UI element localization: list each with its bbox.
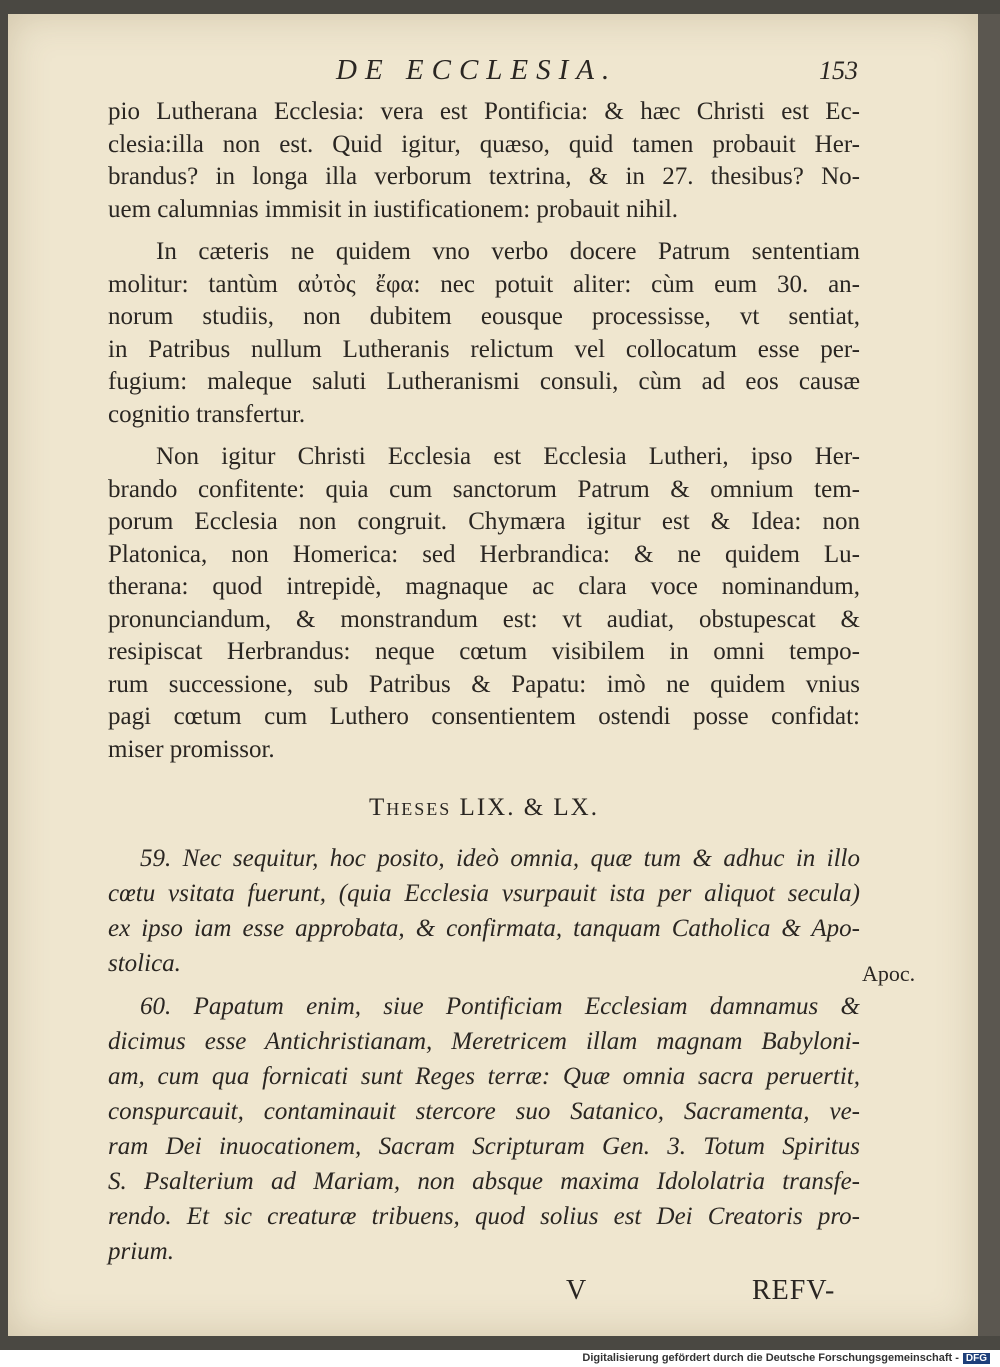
paragraph-2	[108, 236, 860, 431]
text-line: 60. Papatum enim, siue Pontificiam Ecclesiam damnamus &	[140, 992, 860, 1020]
paragraph-3	[108, 441, 860, 766]
text-line: In cæteris ne quidem vno verbo docere Patrum sententiam	[156, 238, 860, 265]
text-line: molitur: tantùm αὐτὸς ἔφα: nec potuit aliter: cùm eum 30. an-	[108, 270, 860, 298]
section-heading: Theses LIX. & LX.	[369, 794, 599, 821]
text-line: S. Psalterium ad Mariam, non absque maxima Idololatria transfe-	[108, 1167, 860, 1195]
text-line: dicimus esse Antichristianam, Meretricem illam magnam Babyloni-	[108, 1027, 860, 1055]
text-line: clesia:illa non est. Quid igitur, quæso, quid tamen probauit Her-	[108, 130, 860, 158]
page-number: 153	[819, 56, 858, 85]
text-line: cœtu vsitata fuerunt, (quia Ecclesia vsurpauit ista per aliquot secula)	[108, 879, 860, 907]
margin-note: Apoc.	[862, 961, 916, 986]
page-edge	[978, 14, 1000, 1336]
text-line: brandus? in longa illa verborum textrina, & in 27. thesibus? No-	[108, 163, 860, 190]
text-line: miser promissor.	[108, 735, 275, 763]
text-line: rendo. Et sic creaturæ tribuens, quod solius est Dei Creatoris pro-	[108, 1202, 860, 1230]
footer-credit-text: Digitalisierung gefördert durch die Deutsche Forschungsgemeinschaft -	[582, 1352, 959, 1364]
signature-mark: V	[566, 1275, 587, 1306]
dfg-logo-icon: DFG	[963, 1353, 990, 1364]
text-line: porum Ecclesia non congruit. Chymæra igitur est & Idea: non	[108, 508, 860, 535]
text-line: Non igitur Christi Ecclesia est Ecclesia Lutheri, ipso Her-	[156, 443, 860, 470]
text-line: Platonica, non Homerica: sed Herbrandica: & ne quidem Lu-	[108, 540, 860, 568]
thesis-60	[108, 989, 860, 1269]
text-line: fugium: maleque saluti Lutheranismi consuli, cùm ad eos causæ	[108, 368, 860, 395]
text-line: resipiscat Herbrandus: neque cœtum visibilem in omni tempo-	[108, 638, 860, 665]
text-line: conspurcauit, contaminauit stercore suo Satanico, Sacramenta, ve-	[108, 1097, 860, 1125]
text-line: therana: quod intrepidè, magnaque ac clara voce nominandum,	[108, 573, 860, 600]
catchword: REFV-	[752, 1275, 836, 1306]
text-line: brando confitente: quia cum sanctorum Patrum & omnium tem-	[108, 475, 860, 503]
page-body	[108, 96, 860, 1277]
text-line: stolica.	[108, 949, 181, 977]
text-line: norum studiis, non dubitem eousque processisse, vt sentiat,	[108, 303, 860, 330]
text-line: ram Dei inuocationem, Sacram Scripturam Gen. 3. Totum Spiritus	[108, 1132, 860, 1160]
text-line: cognitio transfertur.	[108, 400, 306, 428]
paragraph-1	[108, 96, 860, 226]
text-line: in Patribus nullum Lutheranis relictum vel collocatum esse per-	[108, 335, 860, 363]
footer-credit	[582, 1352, 990, 1364]
thesis-59	[108, 841, 860, 981]
text-line: uem calumnias immisit in iustificationem: probauit nihil.	[108, 195, 679, 223]
text-line: prium.	[108, 1237, 174, 1265]
text-line: 59. Nec sequitur, hoc posito, ideò omnia, quæ tum & adhuc in illo	[140, 844, 860, 872]
text-line: pagi cœtum cum Luthero consentientem ostendi posse confidat:	[108, 703, 860, 730]
text-line: rum successione, sub Patribus & Papatu: imò ne quidem vnius	[108, 670, 860, 698]
text-line: am, cum qua fornicati sunt Reges terræ: Quæ omnia sacra peruertit,	[108, 1062, 860, 1090]
text-line: ex ipso iam esse approbata, & confirmata, tanquam Catholica & Apo-	[108, 914, 860, 942]
text-line: pio Lutherana Ecclesia: vera est Pontificia: & hæc Christi est Ec-	[108, 98, 860, 125]
running-title: DE ECCLESIA.	[336, 54, 618, 86]
text-line: pronunciandum, & monstrandum est: vt audiat, obstupescat &	[108, 605, 860, 633]
page-header	[108, 54, 858, 90]
